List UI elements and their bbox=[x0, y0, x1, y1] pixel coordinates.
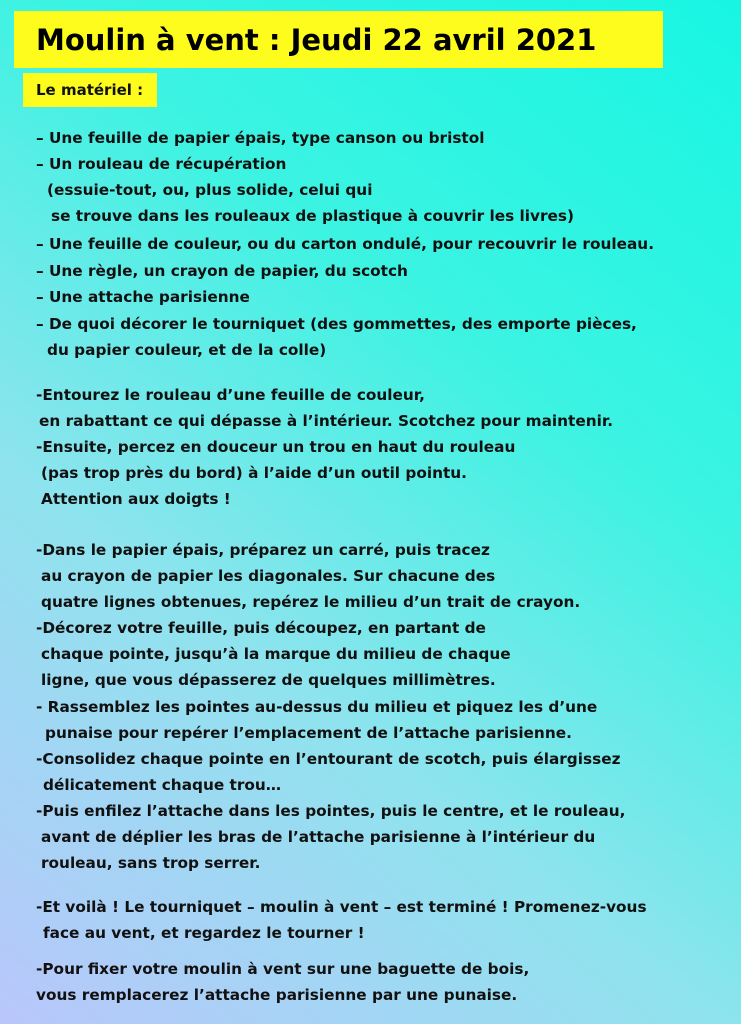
instruction-line: punaise pour repérer l’emplacement de l’attache parisienne. bbox=[45, 724, 572, 742]
instruction-line: -Décorez votre feuille, puis découpez, en partant de bbox=[36, 619, 486, 637]
instruction-line: -Dans le papier épais, préparez un carré, puis tracez bbox=[36, 541, 490, 559]
instruction-line: -Et voilà ! Le tourniquet – moulin à vent – est terminé ! Promenez-vous bbox=[36, 898, 647, 916]
instruction-line: face au vent, et regardez le tourner ! bbox=[43, 924, 365, 942]
materiel-line: (essuie-tout, ou, plus solide, celui qui bbox=[47, 181, 373, 199]
materiel-line: – Une feuille de papier épais, type canson ou bristol bbox=[36, 129, 485, 147]
instruction-line: au crayon de papier les diagonales. Sur chacune des bbox=[41, 567, 496, 585]
materiel-line: du papier couleur, et de la colle) bbox=[47, 341, 327, 359]
instruction-line: -Pour fixer votre moulin à vent sur une baguette de bois, bbox=[36, 960, 530, 978]
instruction-line: en rabattant ce qui dépasse à l’intérieur. Scotchez pour maintenir. bbox=[39, 412, 614, 430]
materiel-line: – De quoi décorer le tourniquet (des gommettes, des emporte pièces, bbox=[36, 315, 637, 333]
instruction-line: vous remplacerez l’attache parisienne par une punaise. bbox=[36, 986, 518, 1004]
materiel-line: – Une règle, un crayon de papier, du scotch bbox=[36, 262, 408, 280]
materiel-heading: Le matériel : bbox=[36, 81, 144, 99]
instruction-line: -Consolidez chaque pointe en l’entourant de scotch, puis élargissez bbox=[36, 750, 621, 768]
instruction-line: - Rassemblez les pointes au-dessus du milieu et piquez les d’une bbox=[36, 698, 598, 716]
instruction-line: -Ensuite, percez en douceur un trou en haut du rouleau bbox=[36, 438, 516, 456]
materiel-line: – Un rouleau de récupération bbox=[36, 155, 287, 173]
instruction-line: Attention aux doigts ! bbox=[41, 490, 231, 508]
instruction-line: quatre lignes obtenues, repérez le milieu d’un trait de crayon. bbox=[41, 593, 581, 611]
instruction-line: ligne, que vous dépasserez de quelques millimètres. bbox=[41, 671, 496, 689]
instruction-line: avant de déplier les bras de l’attache parisienne à l’intérieur du bbox=[41, 828, 596, 846]
materiel-line: – Une feuille de couleur, ou du carton ondulé, pour recouvrir le rouleau. bbox=[36, 235, 655, 253]
instruction-line: -Puis enfilez l’attache dans les pointes, puis le centre, et le rouleau, bbox=[36, 802, 626, 820]
materiel-line: se trouve dans les rouleaux de plastique à couvrir les livres) bbox=[51, 207, 574, 225]
instruction-line: -Entourez le rouleau d’une feuille de couleur, bbox=[36, 386, 425, 404]
materiel-line: – Une attache parisienne bbox=[36, 288, 250, 306]
page-title: Moulin à vent : Jeudi 22 avril 2021 bbox=[36, 23, 597, 57]
instruction-line: délicatement chaque trou… bbox=[43, 776, 282, 794]
instruction-line: rouleau, sans trop serrer. bbox=[41, 854, 261, 872]
instruction-line: (pas trop près du bord) à l’aide d’un outil pointu. bbox=[41, 464, 467, 482]
instruction-line: chaque pointe, jusqu’à la marque du milieu de chaque bbox=[41, 645, 511, 663]
